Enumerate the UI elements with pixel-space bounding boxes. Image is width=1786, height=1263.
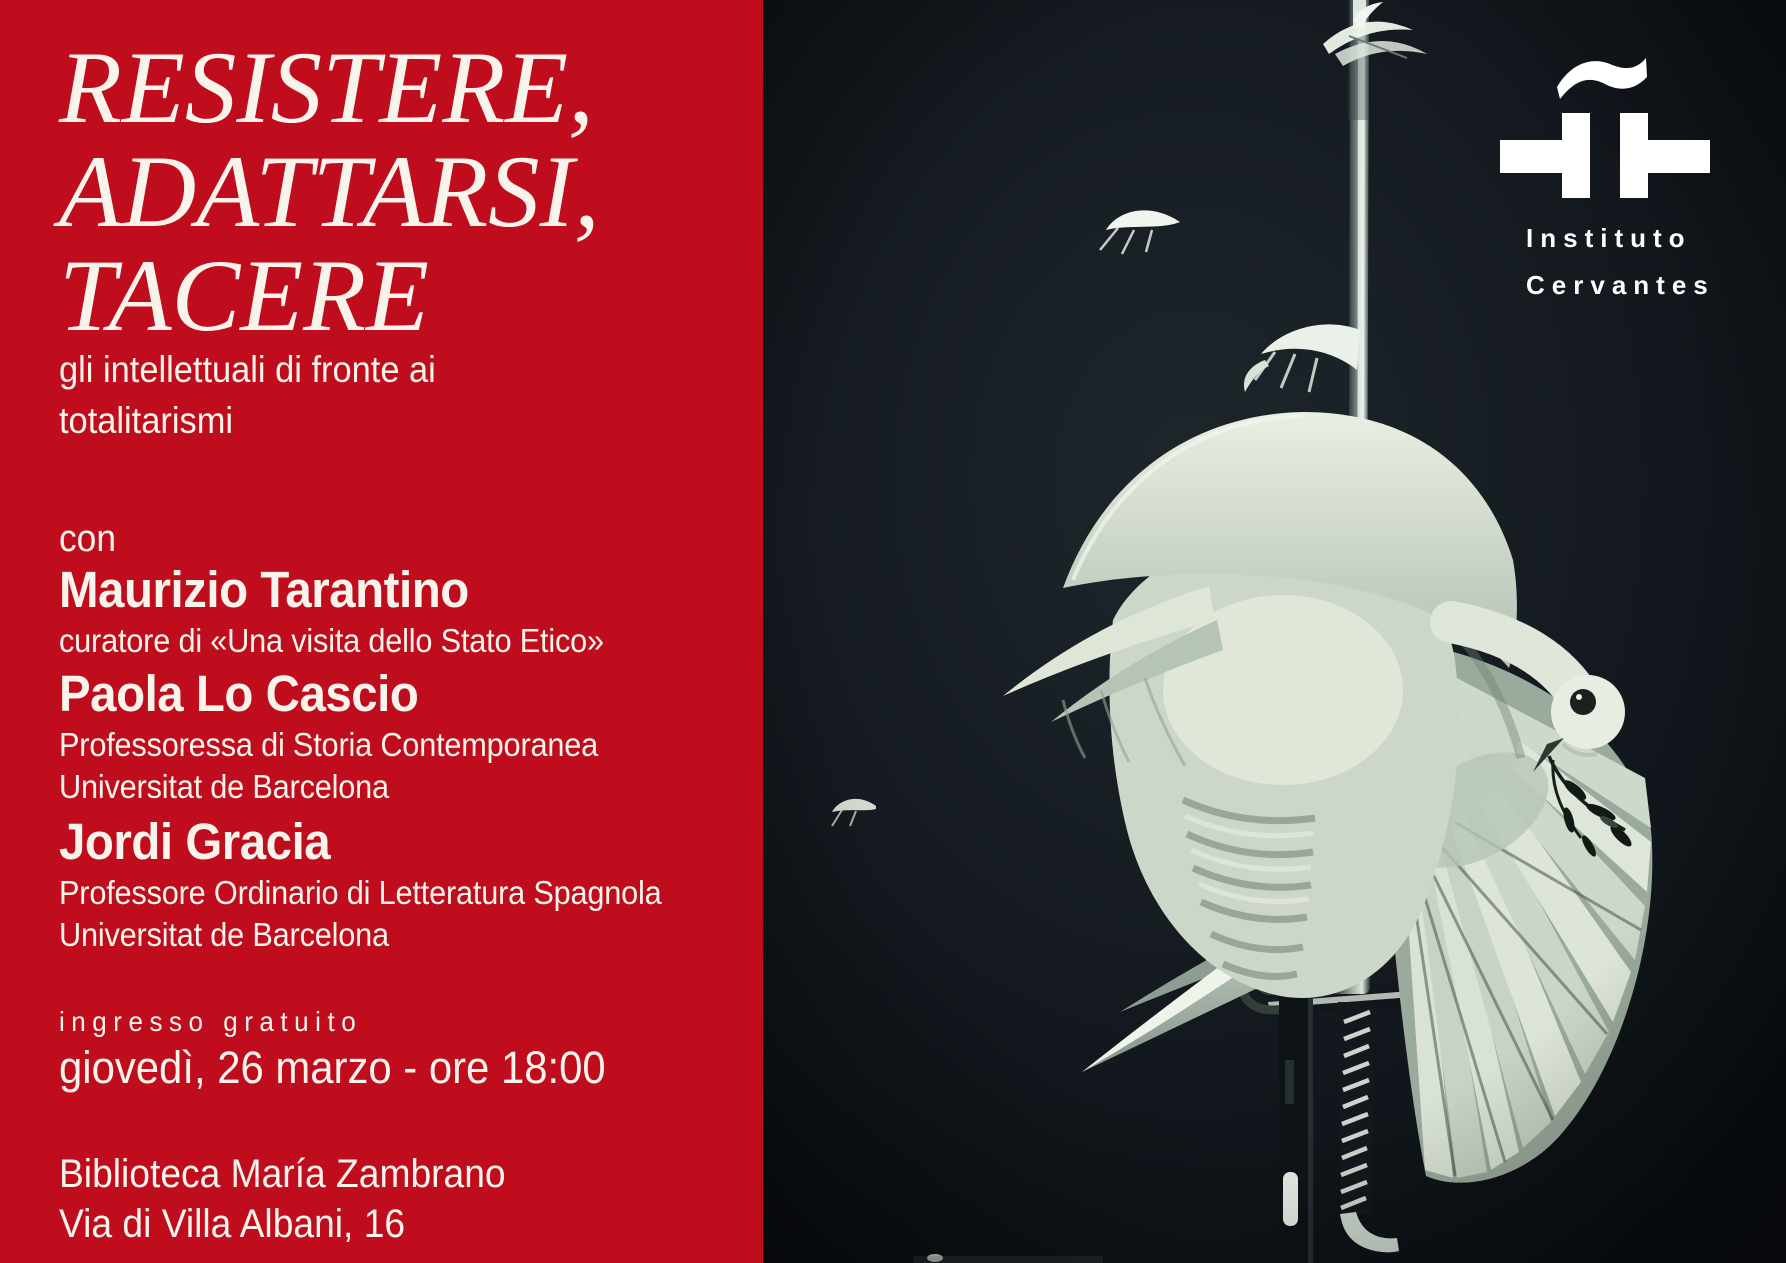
event-subtitle-line-2: totalitarismi	[59, 400, 234, 441]
admission-note: ingresso gratuito	[59, 1006, 363, 1037]
event-datetime: giovedì, 26 marzo - ore 18:00	[59, 1042, 606, 1093]
speaker-role: curatore di «Una visita dello Stato Etico»	[59, 622, 604, 659]
event-title-line-3: TACERE	[59, 239, 430, 353]
speaker-role: Universitat de Barcelona	[59, 768, 389, 805]
speaker-role: Professoressa di Storia Contemporanea	[59, 726, 599, 763]
event-subtitle-line-1: gli intellettuali di fronte ai	[59, 349, 436, 390]
speaker-role: Universitat de Barcelona	[59, 916, 389, 953]
red-text-panel	[0, 0, 763, 1263]
logo-wordmark-line: Instituto	[1526, 223, 1692, 253]
event-title-line-1: RESISTERE,	[59, 31, 594, 145]
cervantes-enye-icon	[1500, 55, 1710, 200]
event-title-line-2: ADATTARSI,	[59, 135, 600, 249]
enye-tilde-icon	[1557, 58, 1647, 99]
with-label: con	[59, 518, 116, 560]
venue-address: Via di Villa Albani, 16	[59, 1202, 406, 1246]
speaker-name: Jordi Gracia	[59, 813, 331, 870]
logo-wordmark-line: Cervantes	[1526, 270, 1715, 300]
speaker-name: Paola Lo Cascio	[59, 665, 419, 722]
cervantes-logo	[1500, 55, 1714, 298]
venue-name: Biblioteca María Zambrano	[59, 1152, 506, 1196]
speaker-name: Maurizio Tarantino	[59, 561, 469, 618]
speaker-role: Professore Ordinario di Letteratura Spagnola	[59, 874, 662, 911]
